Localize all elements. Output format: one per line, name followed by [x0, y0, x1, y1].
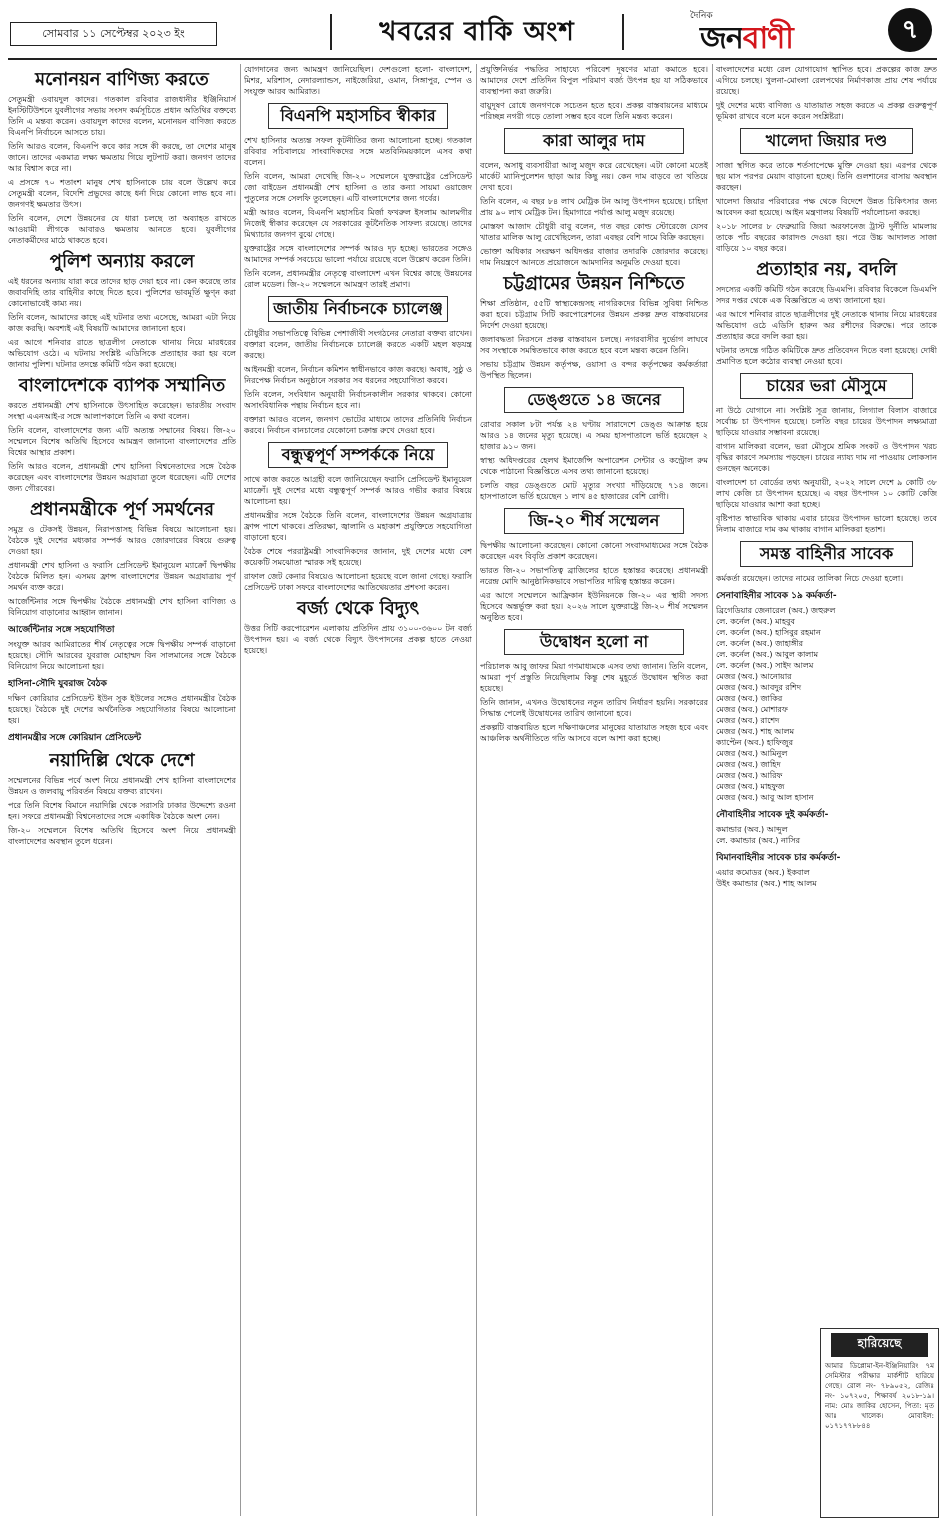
newspaper-logo	[690, 8, 875, 56]
article-paragraph: চলতি বছর ডেঙ্গুতে মোট মৃত্যুর সংখ্যা দাঁড়িয়েছে ৭১৪ জনে। হাসপাতালে ভর্তি হয়েছেন ১ লাখ ৪৫ হাজারের বেশি রোগী।	[480, 481, 708, 501]
header-rule	[8, 58, 937, 60]
article-paragraph: তিনি বলেন, আমাদের কাছে এই ঘটনার তথ্য এসেছে, আমরা এটা নিয়ে কাজ করছি। অবশ্যই এই বিষয়টি আমাদের জানানো হবে।	[8, 313, 236, 333]
article-headline: বাংলাদেশকে ব্যাপক সম্মানিত	[18, 375, 226, 396]
article-paragraph: এর আগে শনিবার রাতে ছাত্রলীগের দুই নেতাকে থানায় নিয়ে মারধরের অভিযোগ ওঠে এডিসি হারুন অর রশীদের বিরুদ্ধে। পরে তাকে প্রত্যাহার করে বদলি করা হয়।	[716, 310, 937, 341]
article-paragraph: উত্তর সিটি করপোরেশন এলাকায় প্রতিদিন প্রায় ৩১০০-৩৬০০ টন বর্জ্য উৎপাদন হয়। এ বর্জ্য থেকে বিদ্যুৎ উৎপাদনের প্রকল্প হাতে নেওয়া হয়েছে।	[244, 624, 472, 655]
article-paragraph: সাজা স্থগিত করে তাকে শর্তসাপেক্ষে মুক্তি দেওয়া হয়। এরপর থেকে ছয় মাস পরপর মেয়াদ বাড়ানো হচ্ছে। তিনি গুলশানের বাসায় অবস্থান করছেন।	[716, 161, 937, 192]
officer-list-item: মেজর (অব.) আনোয়ার	[716, 672, 792, 681]
article-paragraph: তিনি বলেন, আমরা দেখেছি জি-২০ সম্মেলনে যুক্তরাষ্ট্রের প্রেসিডেন্ট জো বাইডেন প্রধানমন্ত্রী শেখ হাসিনা ও তার কন্যা সায়মা ওয়াজেদ পুতুলের সঙ্গে সেলফি তুলেছেন। এটি বাংলাদেশের জন্য গর্বের।	[244, 172, 472, 203]
officer-list-item: উইং কমান্ডার (অব.) শাহ আলম	[716, 879, 817, 888]
article-paragraph: রোবার সকাল ৮টা পর্যন্ত ২৪ ঘণ্টায় সারাদেশে ডেঙ্গু আক্রান্ত হয়ে আরও ১৪ জনের মৃত্যু হয়েছে। এ সময় হাসপাতালে ভর্তি হয়েছেন ২ হাজার ৯১০ জন।	[480, 420, 708, 451]
article-headline: মনোনয়ন বাণিজ্য করতে	[35, 69, 209, 90]
column-divider	[240, 64, 241, 1516]
article-headline: কারা আলুর দাম	[504, 128, 684, 154]
article-headline: প্রধানমন্ত্রীকে পূর্ণ সমর্থনের	[29, 499, 214, 520]
article-headline: উদ্বোধন হলো না	[504, 629, 684, 655]
article-paragraph: ২০১৮ সালের ৮ ফেব্রুয়ারি জিয়া অরফানেজ ট্রাস্ট দুর্নীতি মামলায় তাকে পাঁচ বছরের কারাদণ্ড দেওয়া হয়। পরে উচ্চ আদালত সাজা বাড়িয়ে ১০ বছর করে।	[716, 222, 937, 253]
article-paragraph: এই ধরনের অন্যায় যারা করে তাদের ছাড় দেয়া হবে না। কেন করেছে তার জবাবদিহি তার বাহিনীর কাছে দিতে হবে। পুলিশের ভাবমূর্তি ক্ষুণ্ন করা কোনোভাবেই কাম্য নয়।	[8, 277, 236, 308]
article-paragraph: চৌধুরীর সভাপতিত্বে বিভিন্ন পেশাজীবী সংগঠনের নেতারা বক্তব্য রাখেন। বক্তারা বলেন, জাতীয় নির্বাচনকে চ্যালেঞ্জ করতে একটি মহল ষড়যন্ত্র করছে।	[244, 329, 472, 360]
article-paragraph: করতে প্রধানমন্ত্রী শেখ হাসিনাকে উৎসাহিত করেছেন। ভারতীয় সংবাদ সংস্থা এএনআই-র সঙ্গে আলাপকালে তিনি এ কথা বলেন।	[8, 401, 236, 421]
officer-list-title: নৌবাহিনীর সাবেক দুই কর্মকর্তা-	[716, 810, 829, 820]
article-headline: নয়াদিল্লি থেকে দেশে	[49, 750, 195, 771]
article-paragraph: মোস্তফা আজাদ চৌধুরী বাবু বলেন, গত বছর কোল্ড স্টোরেজে যেসব খাতার মালিক আলু রেখেছিলেন, তারা এবছর বেশি দামে বিক্রি করছেন।	[480, 222, 708, 242]
article-paragraph: তিনি বলেন, বাংলাদেশের জন্য এটি অত্যন্ত সম্মানের বিষয়। জি-২০ সম্মেলনে বিশেষ অতিথি হিসেবে আমন্ত্রণ জানানো বাংলাদেশের প্রতি বিশ্বের আস্থার প্রকাশ।	[8, 426, 236, 457]
officer-list-item: এয়ার কমোডর (অব.) ইকবাল	[716, 868, 810, 877]
article-paragraph: বৃষ্টিপাত স্বাভাবিক থাকায় এবার চায়ের উৎপাদন ভালো হয়েছে। তবে নিলাম বাজারে দাম কম থাকায় বাগান মালিকরা হতাশ।	[716, 514, 937, 534]
article-paragraph: এ প্রসঙ্গে ৭০ শতাংশ মানুষ শেখ হাসিনাকে চায় বলে উল্লেখ করে সেতুমন্ত্রী বলেন, বিদেশি প্রভুদের কাছে ধর্না দিয়ে কোনো লাভ হবে না। জনগণই ক্ষমতার উৎস।	[8, 178, 236, 209]
officer-list-item: মেজর (অব.) আবদুর রশিদ	[716, 683, 802, 692]
article-paragraph: দুই দেশের মধ্যে বাণিজ্য ও যাতায়াত সহজ করতে এ প্রকল্প গুরুত্বপূর্ণ ভূমিকা রাখবে বলে মনে করেন সংশ্লিষ্টরা।	[716, 101, 937, 121]
article-paragraph: তিনি আরও বলেন, বিএনপি কবে কার সঙ্গে কী করছে, তা দেশের মানুষ জানে। তাদের একমাত্র লক্ষ্য ক্ষমতায় গিয়ে লুটপাট করা। জনগণ তাদের আর বিশ্বাস করে না।	[8, 142, 236, 173]
article-paragraph: তিনি বলেন, প্রধানমন্ত্রীর নেতৃত্বে বাংলাদেশ এখন বিশ্বের কাছে উন্নয়নের রোল মডেল। জি-২০ সম্মেলনে আমন্ত্রণ তারই প্রমাণ।	[244, 269, 472, 289]
article-paragraph: বায়ুদূষণ রোধে জনগণকে সচেতন হতে হবে। প্রকল্প বাস্তবায়নের মাধ্যমে পরিচ্ছন্ন নগরী গড়ে তোলা সম্ভব হবে বলে তিনি মন্তব্য করেন।	[480, 101, 708, 121]
section-title: খবরের বাকি অংশ	[330, 14, 624, 50]
article-paragraph: প্রধানমন্ত্রীর সঙ্গে বৈঠকে তিনি বলেন, বাংলাদেশের উন্নয়ন অগ্রযাত্রায় ফ্রান্স পাশে থাকবে। প্রতিরক্ষা, জ্বালানি ও মহাকাশ প্রযুক্তিতে সহযোগিতা বাড়ানো হবে।	[244, 511, 472, 542]
logo-part2: বাণী	[742, 21, 793, 56]
article-subhead: প্রধানমন্ত্রীর সঙ্গে কোরিয়ান প্রেসিডেন্ট	[8, 733, 142, 743]
officer-list-item: মেজর (অব.) মোশারফ	[716, 705, 788, 714]
officer-list-item: ব্রিগেডিয়ার জেনারেল (অব.) জহুরুল	[716, 606, 836, 615]
article-headline: খালেদা জিয়ার দণ্ড	[740, 128, 913, 154]
logo-daily: দৈনিক	[690, 11, 713, 21]
officer-list-item: মেজর (অব.) আমিনুল	[716, 749, 788, 758]
article-paragraph: সাথে কাজ করতে আগ্রহী বলে জানিয়েছেন ফরাসি প্রেসিডেন্ট ইমানুয়েল ম্যাক্রোঁ। দুই দেশের মধ্যে বন্ধুত্বপূর্ণ সম্পর্ক আরও গভীর করার বিষয়ে আলোচনা হয়।	[244, 475, 472, 506]
article-paragraph: যোগদানের জন্য আমন্ত্রণ জানিয়েছিল। দেশগুলো হলো- বাংলাদেশ, মিশর, মরিশাস, নেদারল্যান্ডস, নাইজেরিয়া, ওমান, সিঙ্গাপুর, স্পেন ও সংযুক্ত আরব আমিরাত।	[244, 65, 472, 96]
article-paragraph: এর আগে সম্মেলনে আফ্রিকান ইউনিয়নকে জি-২০ এর স্থায়ী সদস্য হিসেবে অন্তর্ভুক্ত করা হয়। ২০২৬ সালে যুক্তরাষ্ট্রে জি-২০ শীর্ষ সম্মেলন অনুষ্ঠিত হবে।	[480, 591, 708, 622]
article-headline: পুলিশ অন্যায় করলে	[49, 251, 195, 272]
article-paragraph: মন্ত্রী আরও বলেন, বিএনপি মহাসচিব মির্জা ফখরুল ইসলাম আলমগীর নিজেই স্বীকার করেছেন যে সরকারের কূটনৈতিক সাফল্য রয়েছে। তাদের মিথ্যাচার জনগণ বুঝে গেছে।	[244, 208, 472, 239]
article-paragraph: জলাবদ্ধতা নিরসনে প্রকল্প বাস্তবায়ন চলছে। নগরবাসীর দুর্ভোগ লাঘবে সব সংস্থাকে সমন্বিতভাবে কাজ করতে হবে বলে মন্তব্য করেন তিনি।	[480, 335, 708, 355]
article-paragraph: জি-২০ সম্মেলনে বিশেষ অতিথি হিসেবে অংশ নিয়ে প্রধানমন্ত্রী বাংলাদেশের অবস্থান তুলে ধরেন।	[8, 826, 236, 846]
article-paragraph: আইনমন্ত্রী বলেন, নির্বাচন কমিশন স্বাধীনভাবে কাজ করছে। অবাধ, সুষ্ঠু ও নিরপেক্ষ নির্বাচন অনুষ্ঠানে সরকার সব ধরনের সহযোগিতা করবে।	[244, 365, 472, 385]
article-paragraph: না উঠে যোগানে না। সংশ্লিষ্ট সূত্র জানায়, লিগ্যাল বিলাস বাজারে সর্বোচ্চ চা উৎপাদন হয়েছে। চলতি বছর চায়ের উৎপাদন লক্ষ্যমাত্রা ছাড়িয়ে যাওয়ার সম্ভাবনা রয়েছে।	[716, 406, 937, 437]
officer-list	[716, 824, 937, 846]
article-paragraph: ঘটনার তদন্তে গঠিত কমিটিকে দ্রুত প্রতিবেদন দিতে বলা হয়েছে। দোষী প্রমাণিত হলে কঠোর ব্যবস্থা নেওয়া হবে।	[716, 346, 937, 366]
lost-notice-box	[820, 1328, 939, 1518]
page-number: ৭	[888, 8, 932, 52]
page-header	[0, 0, 945, 58]
officer-list-item: মেজর (অব.) রাশেদ	[716, 716, 780, 725]
article-paragraph: প্রকল্পটি বাস্তবায়িত হলে দক্ষিণাঞ্চলের মানুষের যাতায়াত সহজ হবে এবং আঞ্চলিক অর্থনীতিতে গতি আসবে বলে আশা করা হচ্ছে।	[480, 723, 708, 743]
article-paragraph: তিনি বলেন, এ বছর ৮৪ লাখ মেট্রিক টন আলু উৎপাদন হয়েছে। চাহিদা প্রায় ৯০ লাখ মেট্রিক টন। হিমাগারে পর্যাপ্ত আলু মজুদ রয়েছে।	[480, 197, 708, 217]
officer-list-item: মেজর (অব.) শাহ আলম	[716, 727, 795, 736]
article-paragraph: প্রযুক্তিনির্ভর পদ্ধতির সাহায্যে পরিবেশ দূষণের মাত্রা কমাতে হবে। আমাদের দেশে প্রতিদিন বিপুল পরিমাণ বর্জ্য উৎপন্ন হয় যা সঠিকভাবে ব্যবস্থাপনা করা জরুরি।	[480, 65, 708, 96]
officer-list-item: লে. কর্নেল (অব.) মাহবুব	[716, 617, 795, 626]
article-headline: জাতীয় নির্বাচনকে চ্যালেঞ্জ	[268, 296, 448, 322]
article-headline: ডেঙ্গুতে ১৪ জনের	[504, 387, 684, 413]
article-paragraph: পরিচালক আবু জাফর মিয়া গণমাধ্যমকে এসব তথ্য জানান। তিনি বলেন, আমরা পূর্ণ প্রস্তুতি নিয়েছিলাম কিন্তু শেষ মুহূর্তে উদ্বোধন স্থগিত করা হয়েছে।	[480, 662, 708, 693]
article-paragraph: সংযুক্ত আরব আমিরাতের শীর্ষ নেতৃত্বের সঙ্গে দ্বিপক্ষীয় সম্পর্ক বাড়ানো হয়েছে। সৌদি আরবের যুবরাজ মোহাম্মদ বিন সালমানের সঙ্গে বৈঠকে বিনিয়োগ নিয়ে আলোচনা হয়।	[8, 640, 236, 671]
article-paragraph: খালেদা জিয়ার পরিবারের পক্ষ থেকে বিদেশে উন্নত চিকিৎসার জন্য আবেদন করা হয়েছে। আইন মন্ত্রণালয় বিষয়টি পর্যালোচনা করছে।	[716, 197, 937, 217]
column-divider	[476, 64, 477, 1516]
officer-list-title: বিমানবাহিনীর সাবেক চার কর্মকর্তা-	[716, 853, 841, 863]
lost-notice-title: হারিয়েছে	[831, 1333, 928, 1357]
article-paragraph: সমুদ্র ও টেকসই উন্নয়ন, নিরাপত্তাসহ বিভিন্ন বিষয়ে আলোচনা হয়। বৈঠকে দুই দেশের মধ্যকার সম্পর্ক আরও জোরদারের বিষয়ে গুরুত্ব দেওয়া হয়।	[8, 525, 236, 556]
article-paragraph: বলেন, অসাধু ব্যবসায়ীরা আলু মজুদ করে রেখেছেন। এটা কোনো মতেই মার্কেট ম্যানিপুলেশন ছাড়া আর কিছু নয়। কেন দাম বাড়বে তা খতিয়ে দেখা হবে।	[480, 161, 708, 192]
article-paragraph: তিনি বলেন, দেশে উন্নয়নের যে ধারা চলছে তা অব্যাহত রাখতে আওয়ামী লীগকে আবারও ক্ষমতায় আনতে হবে। যুবলীগের নেতাকর্মীদের মাঠে থাকতে হবে।	[8, 214, 236, 245]
article-paragraph: বক্তারা আরও বলেন, জনগণ ভোটের মাধ্যমে তাদের প্রতিনিধি নির্বাচন করবে। নির্বাচন বানচালের যেকোনো চক্রান্ত রুখে দেওয়া হবে।	[244, 415, 472, 435]
officer-list-item: মেজর (অব.) আবু আল হাসান	[716, 793, 814, 802]
article-headline: চট্টগ্রামের উন্নয়ন নিশ্চিতে	[503, 273, 685, 294]
issue-date: সোমবার ১১ সেপ্টেম্বর ২০২৩ ইং	[10, 22, 217, 46]
officer-list-item: কমান্ডার (অব.) আব্দুল	[716, 825, 788, 834]
officer-list	[716, 605, 937, 803]
article-headline: প্রত্যাহার নয়, বদলি	[756, 259, 897, 280]
article-paragraph: এর আগে শনিবার রাতে ছাত্রলীগ নেতাকে থানায় নিয়ে মারধরের অভিযোগ ওঠে। এ ঘটনায় সংশ্লিষ্ট এডিসিকে প্রত্যাহার করা হয় বলে জানায় পুলিশ। ঘটনার তদন্তে কমিটি গঠন করা হয়েছে।	[8, 338, 236, 369]
article-paragraph: সভায় চট্টগ্রাম উন্নয়ন কর্তৃপক্ষ, ওয়াসা ও বন্দর কর্তৃপক্ষের কর্মকর্তারা উপস্থিত ছিলেন।	[480, 360, 708, 380]
officer-list	[716, 867, 937, 889]
article-paragraph: পরে তিনি বিশেষ বিমানে নয়াদিল্লি থেকে সরাসরি ঢাকার উদ্দেশ্যে রওনা হন। সফরে প্রধানমন্ত্রী বিশ্বনেতাদের সঙ্গে একাধিক বৈঠকে অংশ নেন।	[8, 801, 236, 821]
officer-list-item: লে. কর্নেল (অব.) জাহাঙ্গীর	[716, 639, 804, 648]
officer-list-item: মেজর (অব.) আরিফ	[716, 771, 783, 780]
officer-list-item: মেজর (অব.) জাহিদ	[716, 760, 781, 769]
article-paragraph: ভারত জি-২০ সভাপতিত্ব ব্রাজিলের হাতে হস্তান্তর করেছে। প্রধানমন্ত্রী নরেন্দ্র মোদি আনুষ্ঠানিকভাবে সভাপতির দায়িত্ব হস্তান্তর করেন।	[480, 566, 708, 586]
logo-part1: জন	[700, 21, 743, 56]
article-paragraph: বৈঠক শেষে পররাষ্ট্রমন্ত্রী সাংবাদিকদের জানান, দুই দেশের মধ্যে বেশ কয়েকটি সমঝোতা স্মারক সই হয়েছে।	[244, 547, 472, 567]
article-paragraph: রাফাল জেট কেনার বিষয়েও আলোচনা হয়েছে বলে জানা গেছে। ফরাসি প্রেসিডেন্ট ঢাকা সফরে বাংলাদেশের আতিথেয়তার প্রশংসা করেন।	[244, 572, 472, 592]
article-paragraph: স্বাস্থ্য অধিদপ্তরের হেলথ ইমার্জেন্সি অপারেশন সেন্টার ও কন্ট্রোল রুম থেকে পাঠানো বিজ্ঞপ্তিতে এসব তথ্য জানানো হয়েছে।	[480, 456, 708, 476]
article-paragraph: দ্বিপক্ষীয় আলোচনা করেছেন। কোনো কোনো সংবাদমাধ্যমের সঙ্গে বৈঠক করেছেন এবং বিবৃতি প্রকাশ করেছেন।	[480, 541, 708, 561]
article-headline: বর্জ্য থেকে বিদ্যুৎ	[296, 598, 420, 619]
article-paragraph: তিনি আরও বলেন, প্রধানমন্ত্রী শেখ হাসিনা বিশ্বনেতাদের সঙ্গে বৈঠক করেছেন এবং বাংলাদেশের উন্নয়ন অগ্রযাত্রা তুলে ধরেছেন। এটি দেশের জন্য গৌরবের।	[8, 462, 236, 493]
article-paragraph: প্রধানমন্ত্রী শেখ হাসিনা ও ফরাসি প্রেসিডেন্ট ইমানুয়েল ম্যাক্রোঁ দ্বিপক্ষীয় বৈঠকে মিলিত হন। এসময় ফ্রান্স বাংলাদেশের উন্নয়ন অগ্রযাত্রায় পূর্ণ সমর্থন ব্যক্ত করে।	[8, 561, 236, 592]
article-headline: সমস্ত বাহিনীর সাবেক	[740, 541, 913, 567]
article-subhead: হাসিনা-সৌদি যুবরাজ বৈঠক	[8, 679, 107, 689]
article-headline: চায়ের ভরা মৌসুমে	[740, 373, 913, 399]
lost-notice-text: আমার ডিপ্লোমা-ইন-ইঞ্জিনিয়ারিং ৭ম সেমিস্টার পরীক্ষার মার্কশীট হারিয়ে গেছে। রোল নং- ৭৮৯০৫২, রেজিঃ নং- ১০৭২০৫, শিক্ষাবর্ষ ২০১৮-১৯। নাম: মোঃ জাকির হোসেন, পিতা: মৃত আঃ খালেক। মোবাইল: ০১৭১৭৭৮৮৪৪	[825, 1362, 934, 1430]
article-paragraph: সদস্যের একটি কমিটি গঠন করেছে ডিএমপি। রবিবার বিকেলে ডিএমপি সদর দপ্তর থেকে এক বিজ্ঞপ্তিতে এ তথ্য জানানো হয়।	[716, 285, 937, 305]
officer-list-item: ক্যাপ্টেন (অব.) হাফিজুর	[716, 738, 793, 747]
article-headline: জি-২০ শীর্ষ সম্মেলন	[504, 508, 684, 534]
article-paragraph: তিনি বলেন, সংবিধান অনুযায়ী নির্বাচনকালীন সরকার থাকবে। কোনো অসাংবিধানিক পন্থায় নির্বাচন হবে না।	[244, 390, 472, 410]
officer-list-item: লে. কমান্ডার (অব.) নাসির	[716, 836, 801, 845]
article-paragraph: যুক্তরাষ্ট্রের সঙ্গে বাংলাদেশের সম্পর্ক আরও দৃঢ় হচ্ছে। ভারতের সঙ্গেও আমাদের সম্পর্ক সবচেয়ে ভালো পর্যায়ে রয়েছে বলে উল্লেখ করেন তিনি।	[244, 244, 472, 264]
article-paragraph: ভোক্তা অধিকার সংরক্ষণ অধিদপ্তর বাজার তদারকি জোরদার করেছে। দাম নিয়ন্ত্রণে আনতে প্রয়োজনে আমদানির অনুমতি দেওয়া হবে।	[480, 247, 708, 267]
article-paragraph: আর্জেন্টিনার সঙ্গে দ্বিপক্ষীয় বৈঠকে প্রধানমন্ত্রী শেখ হাসিনা বাণিজ্য ও বিনিয়োগ বাড়ানোর আহ্বান জানান।	[8, 597, 236, 617]
officer-list-item: মেজর (অব.) জাকির	[716, 694, 783, 703]
article-paragraph: শেখ হাসিনার অত্যন্ত সফল কূটনীতির জন্য আলোচনা হচ্ছে। গতকাল রবিবার সচিবালয়ে সাংবাদিকদের সঙ্গে মতবিনিময়কালে এসব কথা বলেন।	[244, 136, 472, 167]
article-paragraph: তিনি জানান, এখনও উদ্বোধনের নতুন তারিখ নির্ধারণ হয়নি। সরকারের সিদ্ধান্ত পেলেই উদ্বোধনের তারিখ জানানো হবে।	[480, 698, 708, 718]
article-paragraph: কর্মকর্তা রয়েছেন। তাদের নামের তালিকা নিচে দেওয়া হলো।	[716, 574, 904, 583]
article-paragraph: শিক্ষা প্রতিষ্ঠান, ৫৫টি স্বাস্থ্যকেন্দ্রসহ নাগরিকদের বিভিন্ন সুবিধা নিশ্চিত করা হবে। চট্টগ্রাম সিটি করপোরেশনের উন্নয়ন প্রকল্প দ্রুত বাস্তবায়নের নির্দেশ দেওয়া হয়েছে।	[480, 299, 708, 330]
article-paragraph: বাংলাদেশের মধ্যে রেল যোগাযোগ স্থাপিত হবে। প্রকল্পের কাজ দ্রুত এগিয়ে চলছে। খুলনা-মোংলা রেলপথের নির্মাণকাজ প্রায় শেষ পর্যায়ে রয়েছে।	[716, 65, 937, 96]
column-3	[480, 64, 708, 1516]
article-headline: বিএনপি মহাসচিব স্বীকার	[268, 103, 448, 129]
column-2	[244, 64, 472, 1516]
officer-list-title: সেনাবাহিনীর সাবেক ১৯ কর্মকর্তা-	[716, 591, 837, 601]
article-paragraph: বাংলাদেশ চা বোর্ডের তথ্য অনুযায়ী, ২০২২ সালে দেশে ৯ কোটি ৩৮ লাখ কেজি চা উৎপাদন হয়েছে। এ বছর উৎপাদন ১০ কোটি কেজি ছাড়িয়ে যাওয়ার আশা করা হচ্ছে।	[716, 478, 937, 509]
column-1	[8, 64, 236, 1516]
article-subhead: আর্জেন্টিনার সঙ্গে সহযোগিতা	[8, 625, 115, 635]
article-paragraph: সম্মেলনের বিভিন্ন পর্বে অংশ নিয়ে প্রধানমন্ত্রী শেখ হাসিনা বাংলাদেশের উন্নয়ন ও জলবায়ু পরিবর্তন বিষয়ে বক্তব্য রাখেন।	[8, 776, 236, 796]
officer-list-item: মেজর (অব.) মাহফুজ	[716, 782, 785, 791]
column-4	[716, 64, 937, 1516]
article-paragraph: দক্ষিণ কোরিয়ার প্রেসিডেন্ট ইউন সুক ইউলের সঙ্গেও প্রধানমন্ত্রীর বৈঠক হয়েছে। বৈঠকে দুই দেশের অর্থনৈতিক সহযোগিতার বিষয়ে আলোচনা হয়।	[8, 694, 236, 725]
article-headline: বন্ধুত্বপূর্ণ সম্পর্ককে নিয়ে	[268, 442, 448, 468]
officer-list-item: লে. কর্নেল (অব.) সাইদ আলম	[716, 661, 814, 670]
officer-list-item: লে. কর্নেল (অব.) হাসিবুর রহমান	[716, 628, 821, 637]
officer-list-item: লে. কর্নেল (অব.) আবুল কালাম	[716, 650, 819, 659]
article-paragraph: সেতুমন্ত্রী ওবায়দুল কাদের। গতকাল রবিবার রাজধানীর ইঞ্জিনিয়ার্স ইনস্টিটিউশনে যুবলীগের সভায় সংসদ কর্মসূচিতে প্রধান অতিথির বক্তব্যে তিনি এ মন্তব্য করেন। ওবায়দুল কাদের বলেন, মনোনয়ন বাণিজ্য করতে বিএনপি নির্বাচনে আসতে চায়।	[8, 95, 236, 137]
column-divider	[712, 64, 713, 1516]
article-paragraph: বাগান মালিকরা বলেন, ভরা মৌসুমে শ্রমিক সংকট ও উৎপাদন খরচ বৃদ্ধির কারণে সমস্যায় পড়ছেন। চায়ের ন্যায্য দাম না পাওয়ায় লোকসান গুনছেন অনেকে।	[716, 442, 937, 473]
